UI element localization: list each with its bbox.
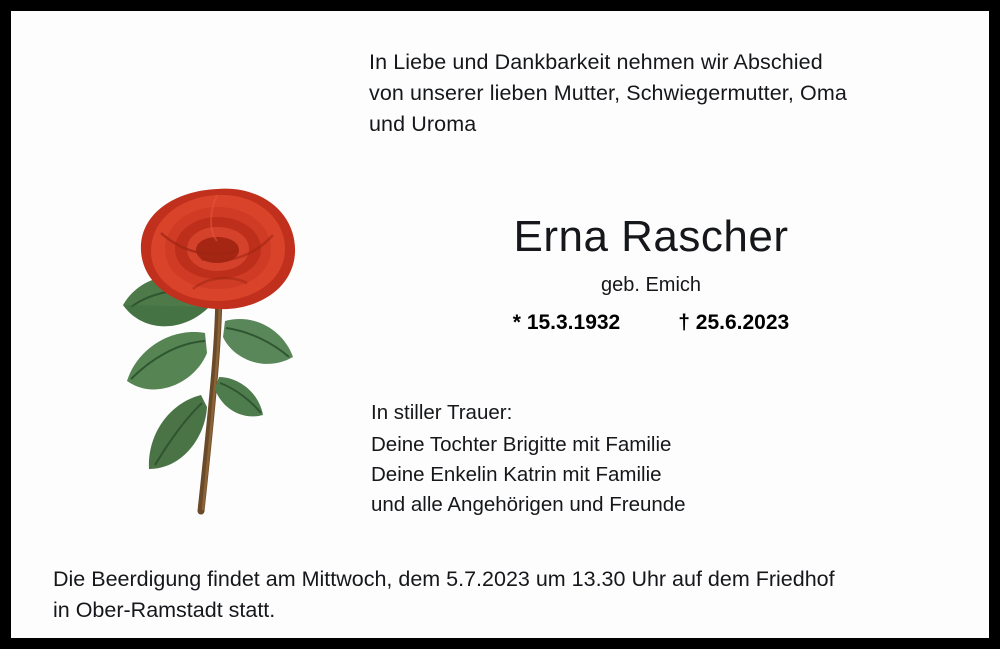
name-block <box>371 211 931 335</box>
death-date <box>678 311 789 335</box>
mourners-lead: In stiller Trauer: <box>371 401 513 424</box>
maiden-name: geb. Emich <box>600 274 702 296</box>
death-date-value: 25.6.2023 <box>695 311 790 334</box>
intro-line-2: von unserer lieben Mutter, Schwiegermutter, Oma <box>369 81 847 105</box>
life-dates <box>371 311 931 335</box>
funeral-info <box>53 564 963 626</box>
obituary-inner <box>11 11 989 638</box>
death-symbol: † <box>678 311 690 334</box>
intro-line-1: In Liebe und Dankbarkeit nehmen wir Abschied <box>369 50 823 74</box>
intro-line-3: und Uroma <box>369 112 477 136</box>
birth-symbol: * <box>512 311 521 334</box>
mourner-line-1: Deine Tochter Brigitte mit Familie <box>371 433 672 456</box>
birth-date-value: 15.3.1932 <box>526 311 621 334</box>
mourner-line-2: Deine Enkelin Katrin mit Familie <box>371 463 662 486</box>
funeral-line-2: in Ober-Ramstadt statt. <box>53 598 276 622</box>
deceased-name: Erna Rascher <box>513 212 789 261</box>
funeral-line-1: Die Beerdigung findet am Mittwoch, dem 5.7.2023 um 13.30 Uhr auf dem Friedhof <box>53 567 835 591</box>
intro-text <box>369 47 929 140</box>
mourner-line-3: und alle Angehörigen und Freunde <box>371 493 686 516</box>
birth-date <box>513 311 620 335</box>
red-rose-icon <box>97 181 347 521</box>
mourners-block <box>371 398 971 520</box>
